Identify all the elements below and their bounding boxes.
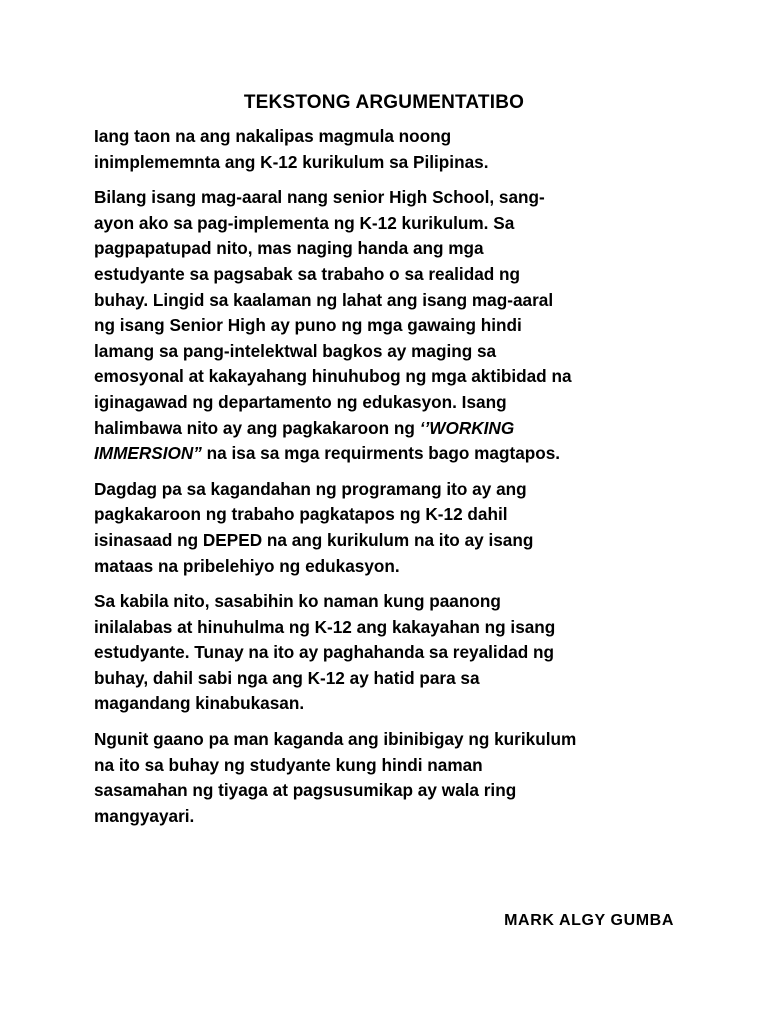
italic-emphasis: IMMERSION”	[94, 443, 202, 464]
text-segment: halimbawa nito ay ang pagkakaroon ng	[94, 417, 420, 438]
text-line: isinasaad ng DEPED na ang kurikulum na ito ay isang	[94, 529, 534, 550]
text-line: inilalabas at hinuhulma ng K-12 ang kakayahan ng isang	[94, 616, 556, 637]
paragraph-2	[94, 185, 684, 467]
text-line: pagpapatupad nito, mas naging handa ang mga	[94, 238, 484, 259]
text-line: buhay. Lingid sa kaalaman ng lahat ang isang mag-aaral	[94, 289, 554, 310]
text-line: magandang kinabukasan.	[94, 693, 305, 714]
italic-emphasis: ‘’WORKING	[419, 417, 515, 438]
paragraph-3	[94, 477, 684, 579]
paragraph-1	[94, 124, 684, 175]
text-line: inimplememnta ang K-12 kurikulum sa Pilipinas.	[94, 151, 489, 172]
text-line	[94, 416, 684, 442]
text-line: ng isang Senior High ay puno ng mga gawaing hindi	[94, 315, 522, 336]
text-line: Sa kabila nito, sasabihin ko naman kung paanong	[94, 591, 501, 612]
text-line: estudyante. Tunay na ito ay paghahanda sa reyalidad ng	[94, 642, 555, 663]
text-line: Ngunit gaano pa man kaganda ang ibinibigay ng kurikulum	[94, 729, 577, 750]
text-line: Bilang isang mag-aaral nang senior High School, sang-	[94, 187, 545, 208]
text-line: mataas na pribelehiyo ng edukasyon.	[94, 555, 400, 576]
text-line: Iang taon na ang nakalipas magmula noong	[94, 126, 452, 146]
text-line	[94, 441, 684, 467]
text-line: emosyonal at kakayahang hinuhubog ng mga aktibidad na	[94, 366, 572, 387]
document-title: TEKSTONG ARGUMENTATIBO	[243, 92, 525, 113]
text-line: iginagawad ng departamento ng edukasyon. Isang	[94, 391, 507, 412]
text-line: Dagdag pa sa kagandahan ng programang ito ay ang	[94, 478, 527, 499]
text-line: pagkakaroon ng trabaho pagkatapos ng K-12 dahil	[94, 504, 508, 525]
text-line: na ito sa buhay ng studyante kung hindi naman	[94, 754, 483, 775]
text-line: mangyayari.	[94, 805, 195, 826]
text-line: buhay, dahil sabi nga ang K-12 ay hatid para sa	[94, 667, 480, 688]
paragraph-5	[94, 727, 684, 829]
text-line: estudyante sa pagsabak sa trabaho o sa realidad ng	[94, 263, 521, 284]
text-line: lamang sa pang-intelektwal bagkos ay maging sa	[94, 340, 497, 361]
author-name: MARK ALGY GUMBA	[504, 912, 674, 929]
paragraph-4	[94, 589, 684, 717]
text-line: ayon ako sa pag-implementa ng K-12 kurikulum. Sa	[94, 212, 515, 233]
document-body	[94, 124, 684, 839]
text-line: sasamahan ng tiyaga at pagsusumikap ay wala ring	[94, 780, 517, 801]
text-segment: na isa sa mga requirments bago magtapos.	[201, 443, 561, 464]
